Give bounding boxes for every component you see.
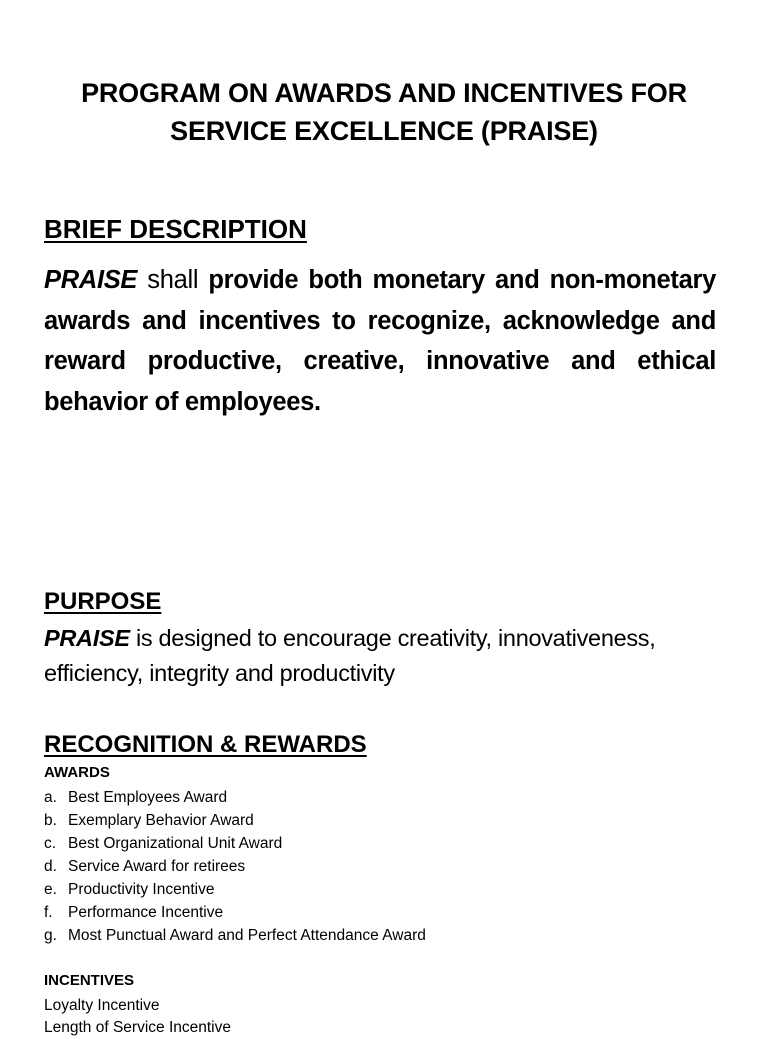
title-line-2: SERVICE EXCELLENCE (PRAISE) [170, 116, 598, 146]
brief-subject: PRAISE [44, 266, 138, 294]
incentives-list [44, 995, 231, 1039]
award-item-label: Best Organizational Unit Award [68, 835, 283, 852]
title-line-1: PROGRAM ON AWARDS AND INCENTIVES FOR [81, 78, 687, 108]
award-item [44, 786, 426, 809]
award-item-letter: d. [44, 858, 57, 875]
award-item-label: Service Award for retirees [68, 858, 246, 875]
purpose-heading: PURPOSE [44, 588, 162, 615]
award-item [44, 924, 426, 947]
award-item-letter: a. [44, 789, 57, 806]
award-item-label: Productivity Incentive [68, 881, 215, 898]
award-item-label: Performance Incentive [68, 904, 224, 921]
brief-description-heading: BRIEF DESCRIPTION [44, 214, 307, 244]
award-item [44, 855, 426, 878]
award-item-letter: b. [44, 812, 57, 829]
page-title [0, 74, 768, 150]
award-item-label: Best Employees Award [68, 789, 228, 806]
incentive-item: Loyalty Incentive [44, 997, 160, 1014]
award-item-letter: f. [44, 904, 53, 921]
awards-heading: AWARDS [44, 764, 110, 781]
award-item-letter: c. [44, 835, 57, 852]
brief-verb: shall [147, 266, 199, 294]
award-item [44, 901, 426, 924]
purpose-subject: PRAISE [44, 625, 130, 651]
incentive-item: Length of Service Incentive [44, 1019, 231, 1036]
awards-list [44, 786, 426, 947]
award-item [44, 809, 426, 832]
award-item [44, 878, 426, 901]
award-item-letter: g. [44, 927, 57, 944]
purpose-body: is designed to encourage creativity, innovativeness, efficiency, integrity and productivity [44, 625, 656, 686]
award-item [44, 832, 426, 855]
brief-description-text [44, 260, 716, 422]
purpose-text [44, 621, 734, 691]
brief-body: provide both monetary and non-monetary awards and incentives to recognize, acknowledge and reward productive, creative, innovative and ethical behavior of employees. [44, 266, 716, 416]
incentives-heading: INCENTIVES [44, 972, 135, 989]
recognition-rewards-heading: RECOGNITION & REWARDS [44, 731, 367, 758]
award-item-label: Exemplary Behavior Award [68, 812, 254, 829]
award-item-label: Most Punctual Award and Perfect Attendance Award [68, 927, 426, 944]
award-item-letter: e. [44, 881, 57, 898]
